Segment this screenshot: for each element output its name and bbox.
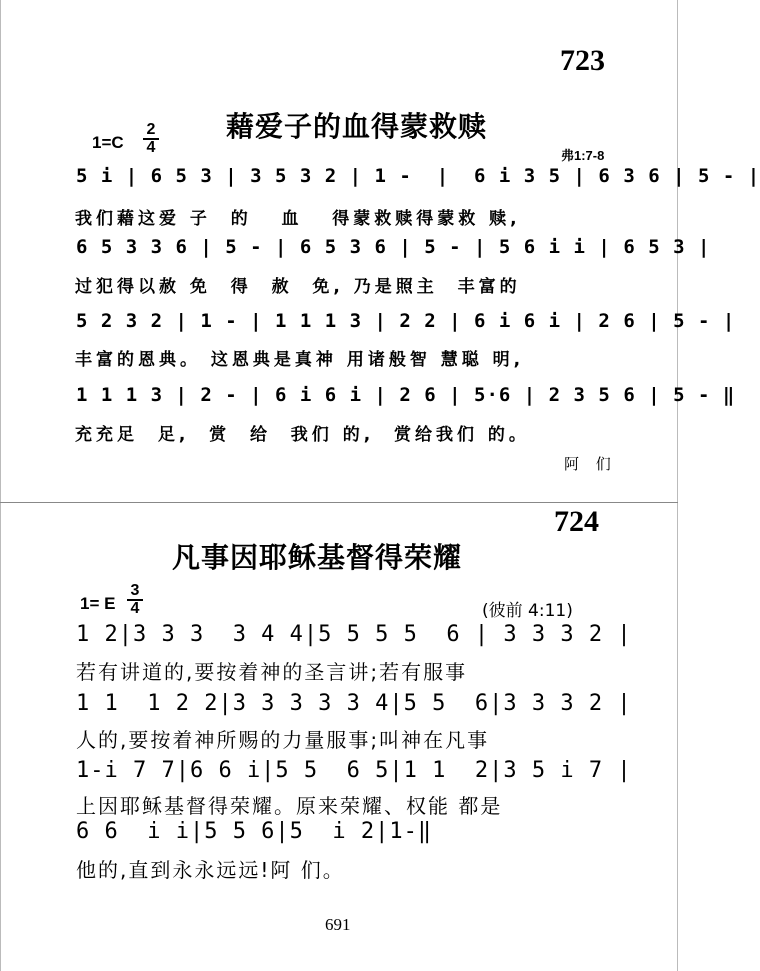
lyrics-line: 若有讲道的,要按着神的圣言讲;若有服事 xyxy=(76,660,468,684)
notation-line: 1-i 7 7|6 6 i|5 5 6 5|1 1 2|3 5 i 7 | xyxy=(76,758,632,783)
scripture-reference: 弗1:7-8 xyxy=(561,148,605,163)
key-signature: 1= E xyxy=(80,594,116,613)
notation-line: 5 i | 6 5 3 | 3 5 3 2 | 1 - | 6 i 3 5 | 6 3 6 | 5 - | xyxy=(76,165,760,187)
hymn-title: 凡事因耶稣基督得荣耀 xyxy=(172,541,463,574)
lyrics-line: 人的,要按着神所赐的力量服事;叫神在凡事 xyxy=(76,728,490,752)
notation-line: 5 2 3 2 | 1 - | 1 1 1 3 | 2 2 | 6 i 6 i | 2 6 | 5 - | xyxy=(76,310,736,332)
notation-line: 6 5 3 3 6 | 5 - | 6 5 3 6 | 5 - | 5 6 i i | 6 5 3 | xyxy=(76,236,711,258)
lyrics-line: 他的,直到永永远远!阿 们。 xyxy=(76,858,345,882)
left-page-edge xyxy=(0,0,1,971)
lyrics-line: 充充足 足, 赏 给 我们 的, 赏给我们 的。 xyxy=(75,425,530,445)
notation-line: 1 1 1 2 2|3 3 3 3 3 4|5 5 6|3 3 3 2 | xyxy=(76,691,632,716)
notation-line: 6 6 i i|5 5 6|5 i 2|1-‖ xyxy=(76,819,433,844)
lyrics-line: 我们藉这爱 子 的 血 得蒙救赎得蒙救 赎, xyxy=(75,209,521,229)
time-signature xyxy=(142,122,160,156)
time-signature-bottom: 4 xyxy=(130,600,140,617)
time-signature-top: 3 xyxy=(130,582,140,599)
right-page-edge xyxy=(677,0,678,971)
time-signature xyxy=(126,583,144,617)
notation-line: 1 2|3 3 3 3 4 4|5 5 5 5 6 | 3 3 3 2 | xyxy=(76,622,632,647)
scan-divider xyxy=(0,502,678,503)
key-signature: 1=C xyxy=(92,133,124,152)
time-signature-top: 2 xyxy=(146,121,156,138)
lyrics-line: 上因耶稣基督得荣耀。原来荣耀、权能 都是 xyxy=(76,794,503,818)
hymn-number: 723 xyxy=(560,44,605,77)
time-signature-bottom: 4 xyxy=(146,139,156,156)
amen-label: 阿 们 xyxy=(564,455,617,473)
scripture-reference: (彼前 4:11) xyxy=(482,601,573,621)
lyrics-line: 过犯得以赦 免 得 赦 免, 乃是照主 丰富的 xyxy=(75,277,521,297)
page-number: 691 xyxy=(325,915,351,934)
hymn-number: 724 xyxy=(554,505,599,538)
notation-line: 1 1 1 3 | 2 - | 6 i 6 i | 2 6 | 5·6 | 2 3 5 6 | 5 - ‖ xyxy=(76,384,736,406)
lyrics-line: 丰富的恩典。 这恩典是真神 用诸般智 慧聪 明, xyxy=(75,350,525,370)
hymn-title: 藉爱子的血得蒙救赎 xyxy=(226,110,488,143)
